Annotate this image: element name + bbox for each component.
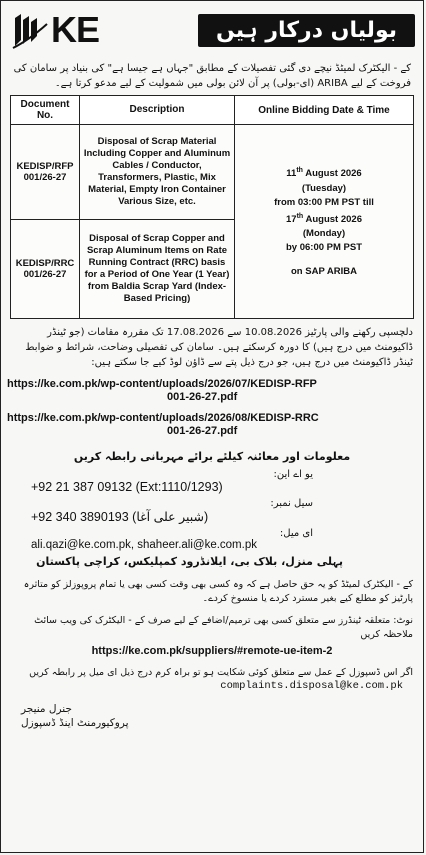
doc-number: KEDISP/RFP 001/26-27 <box>11 125 80 220</box>
uan-number: +92 21 387 09132 (Ext:1110/1293) <box>31 480 223 494</box>
table-row <box>11 125 414 220</box>
suppliers-link[interactable]: https://ke.com.pk/suppliers/#remote-ue-item-2 <box>91 645 333 657</box>
contact-heading: معلومات اور معائنہ کیلئے برائے مہربانی رابطہ کریں <box>73 450 351 463</box>
ad-title: بولیاں درکار ہیں <box>198 14 415 47</box>
logo-text: KE <box>51 9 100 50</box>
rrc-document-link[interactable]: https://ke.com.pk/wp-content/uploads/2026/08/KEDISP-RRC 001-26-27.pdf <box>7 412 319 437</box>
header-document: Document No. <box>11 96 80 125</box>
signature-title: جنرل منیجر <box>21 703 72 715</box>
signature-block <box>1 702 141 730</box>
uan-label: یو اے این: <box>273 469 313 480</box>
ke-logo <box>9 9 119 51</box>
signature-dept: پروکیورمنٹ اینڈ ڈسپوزل <box>21 717 129 729</box>
complaint-note: اگر اس ڈسپوزل کے عمل سے متعلق کوئی شکایت ہو تو براہ کرم درج ذیل ای میل پر رابطہ کریں <box>29 667 413 678</box>
tender-table <box>10 95 414 319</box>
rfp-document-link[interactable]: https://ke.com.pk/wp-content/uploads/2026/07/KEDISP-RFP 001-26-27.pdf <box>7 378 317 403</box>
email-label: ای میل: <box>279 528 313 539</box>
rights-note: کے - الیکٹرک لمیٹڈ کو یہ حق حاصل ہے کہ وہ کسی بھی وقت کسی بھی یا تمام پروپوزلز کو متاثرہ پارٹیز کو مطلع کیے بغیر مسترد کردے یا منسوخ کردے۔ <box>23 579 413 604</box>
header-bidding: Online Bidding Date & Time <box>235 96 414 125</box>
complaint-email[interactable]: complaints.disposal@ke.com.pk <box>220 680 403 692</box>
header-description: Description <box>80 96 235 125</box>
inspection-text: دلچسپی رکھنے والی پارٹیز 10.08.2026 سے 17.08.2026 تک مقررہ مقامات (جو ٹینڈر ڈاکیومنٹ میں درج ہیں) کا دورہ کرسکتے ہیں۔ سامان کی تفصیلی وضاحت، شرائط و ضوابط ٹینڈر ڈاکیومنٹ میں درج ہیں، جو درج ذیل پتے سے ڈاؤن لوڈ کیے جا سکتے ہیں: <box>25 327 413 368</box>
notice-note: نوٹ: متعلقہ ٹینڈرز سے متعلق کسی بھی ترمیم/اضافے کے لیے صرف کے - الیکٹرک کی ویب سائٹ ملاحظہ کریں <box>34 615 413 640</box>
cell-label: سیل نمبر: <box>270 498 313 509</box>
table-header-row <box>11 96 414 125</box>
doc-description: Disposal of Scrap Material Including Copper and Aluminum Cables / Conductor, Transformers, Plastic, Mix Material, Empty Iron Container Various Size, etc. <box>80 125 235 220</box>
office-address: پہلی منزل، بلاک بی، ایلانڈرود کمپلیکس، کراچی پاکستان <box>36 555 343 568</box>
cell-number: +92 340 3890193 (شبیر علی آغا) <box>31 510 209 524</box>
contact-emails[interactable]: ali.qazi@ke.com.pk, shaheer.ali@ke.com.pk <box>31 539 257 551</box>
doc-number: KEDISP/RRC 001/26-27 <box>11 220 80 319</box>
bidding-schedule: 11th August 2026 (Tuesday) from 03:00 PM PST till 17th August 2026 (Monday) by 06:00 PM PST on SAP ARIBA <box>235 125 414 319</box>
intro-text: کے - الیکٹرک لمیٹڈ نیچے دی گئی تفصیلات کے مطابق "جہاں ہے جیسا ہے" کی بنیاد پر سامان کی فروخت کے لیے ARIBA (ای-بولی) پر آن لائن بولی میں شمولیت کے لیے مدعو کرتا ہے۔ <box>13 63 411 89</box>
doc-description: Disposal of Scrap Copper and Scrap Aluminum Items on Rate Running Contract (RRC) basis for a Period of One Year (1 Year) from Baldia Scrap Yard (Index-Based Pricing) <box>80 220 235 319</box>
ad-header <box>1 1 423 59</box>
ke-wave-logo-icon <box>9 10 49 50</box>
